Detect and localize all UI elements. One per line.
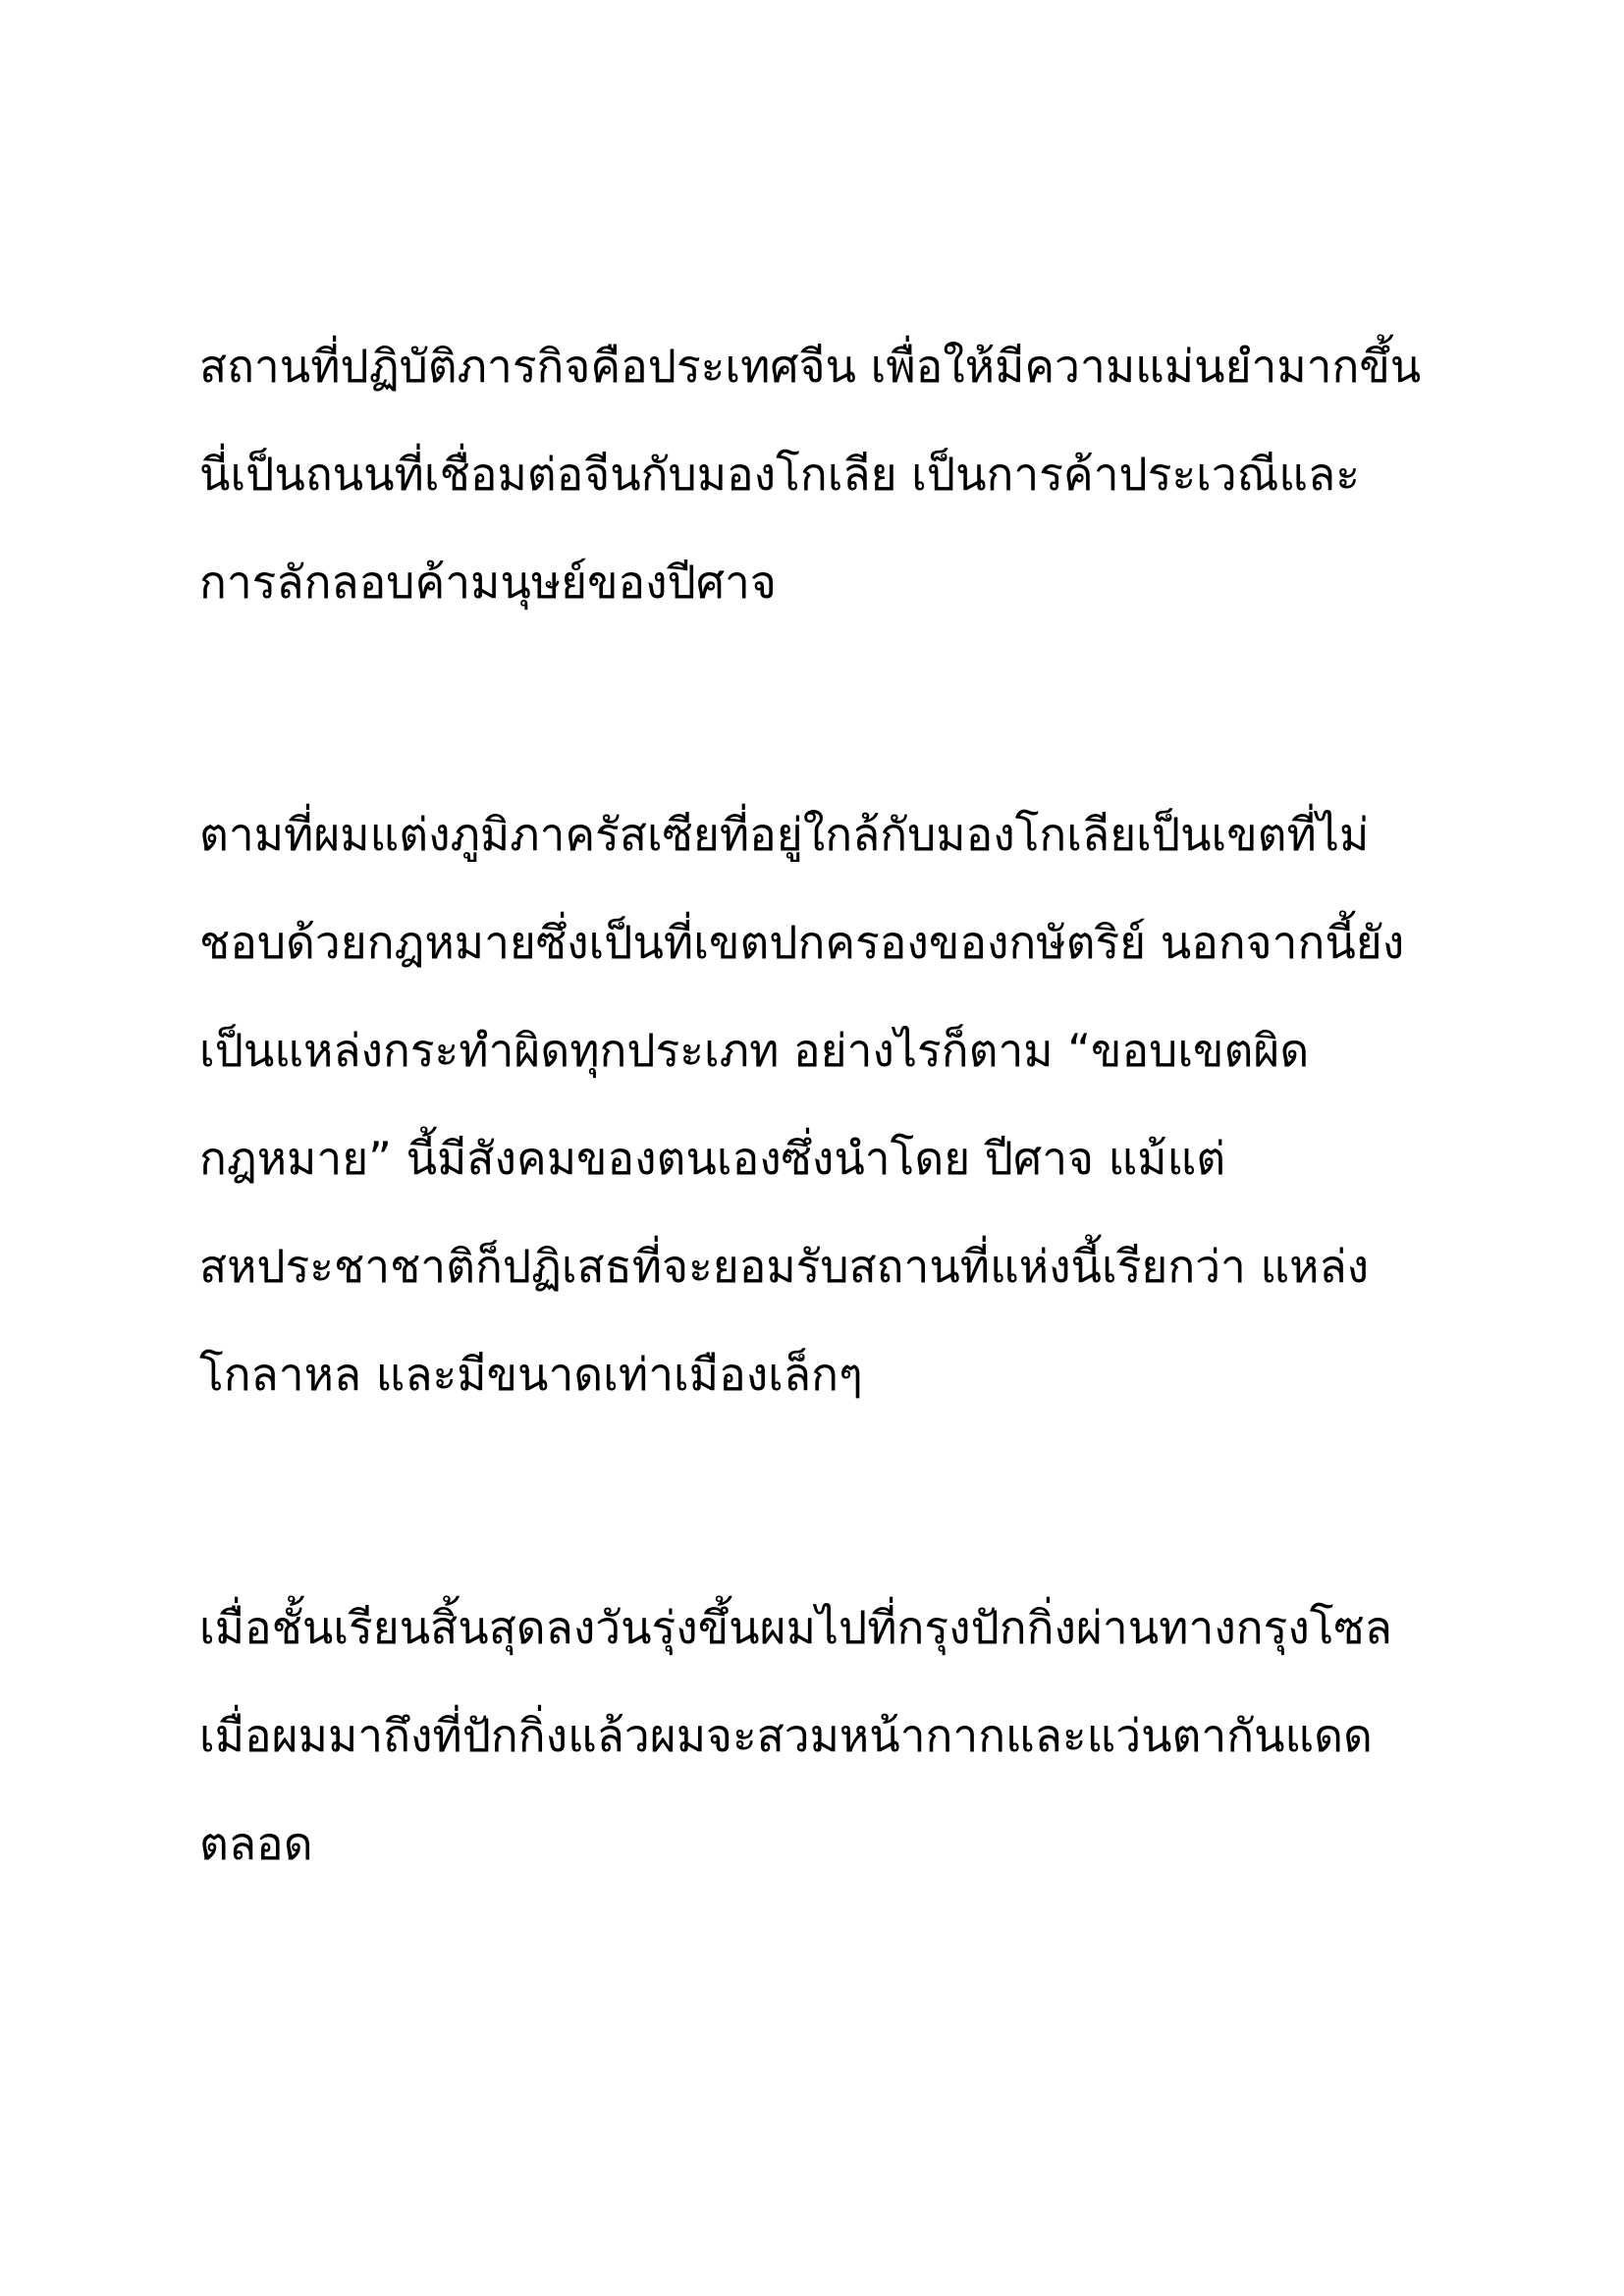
paragraph-line: สหประชาชาติก็ปฏิเสธที่จะยอมรับสถานที่แห่งนี้เรียกว่า แหล่ง (199, 1240, 1370, 1293)
paragraph-3 (199, 1574, 1476, 1897)
paragraph-line: เมื่อผมมาถึงที่ปักกิ่งแล้วผมจะสวมหน้ากากและแว่นตากันแดด (199, 1709, 1373, 1762)
paragraph-line: โกลาหล และมีขนาดเท่าเมืองเล็กๆ (199, 1348, 863, 1401)
paragraph-line: ตลอด (199, 1817, 313, 1870)
paragraph-line: นี่เป็นถนนที่เชื่อมต่อจีนกับมองโกเลีย เป็นการค้าประเวณีและ (199, 448, 1360, 501)
paragraph-line: ชอบด้วยกฎหมายซึ่งเป็นที่เขตปกครองของกษัตริย์ นอกจากนี้ยัง (199, 916, 1405, 969)
paragraph-1 (199, 312, 1476, 636)
paragraph-2 (199, 780, 1476, 1428)
paragraph-line: เป็นแหล่งกระทำผิดทุกประเภท อย่างไรก็ตาม “ขอบเขตผิด (199, 1024, 1310, 1077)
paragraph-line: สถานที่ปฏิบัติภารกิจคือประเทศจีน เพื่อให้มีความแม่นยำมากขึ้น (199, 340, 1422, 393)
paragraph-line: กฎหมาย” นี้มีสังคมของตนเองซึ่งนำโดย ปีศาจ แม้แต่ (199, 1132, 1226, 1185)
paragraph-line: ตามที่ผมแต่งภูมิภาครัสเซียที่อยู่ใกล้กับมองโกเลียเป็นเขตที่ไม่ (199, 808, 1370, 861)
paragraph-line: การลักลอบค้ามนุษย์ของปีศาจ (199, 556, 777, 609)
paragraph-line: เมื่อชั้นเรียนสิ้นสุดลงวันรุ่งขึ้นผมไปที่กรุงปักกิ่งผ่านทางกรุงโซล (199, 1601, 1392, 1654)
